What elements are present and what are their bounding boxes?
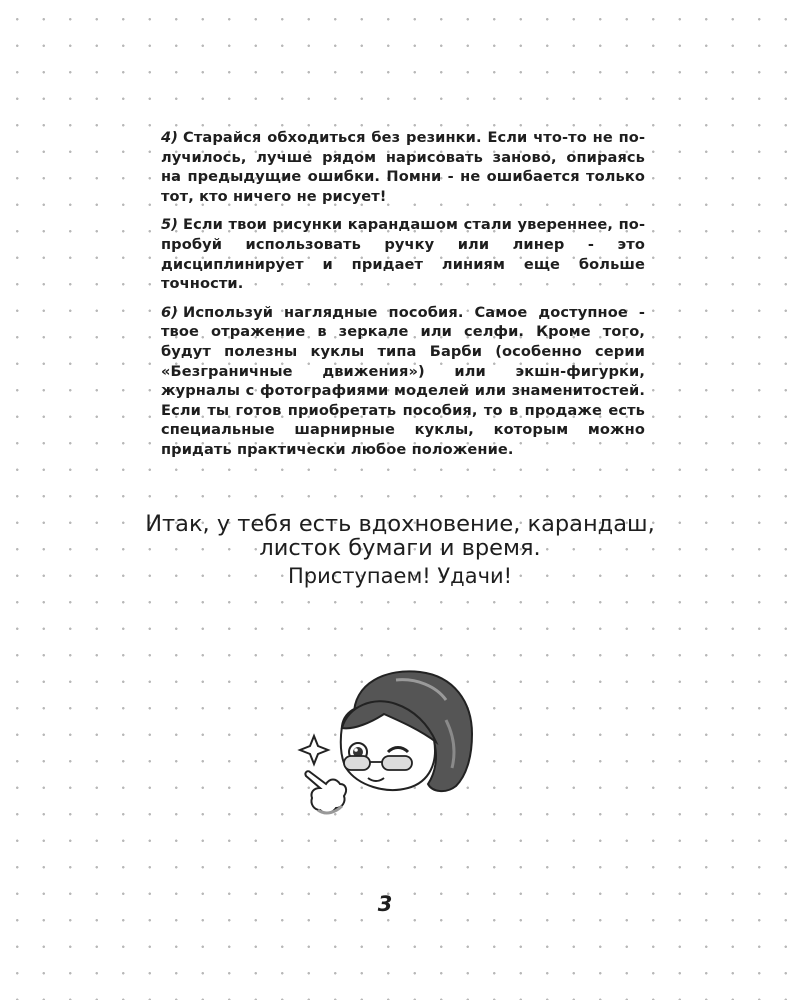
tip-5 [161,215,645,293]
page-number: 3 [377,892,393,916]
tip-number: 6) [161,303,179,321]
tip-number: 4) [161,129,179,146]
closing-cheer: Приступаем! Удачи! [287,564,513,588]
tip-6 [161,303,645,460]
eye-shine [354,748,358,752]
closing-message [100,512,700,560]
tip-number: 5) [161,216,179,234]
tips-list [161,128,645,469]
glasses-left-lens [344,756,370,770]
tip-text: Старайся обходиться без резинки. Если что-то не получилось, лучше рядом нарисовать заново, опираясь на предыдущие ошибки. Помни - не ошибается только тот, кто ничего не рисует! [161,129,645,205]
closing-line-2: листок бумаги и время. [259,535,541,561]
tip-text: Если твои рисунки карандашом стали увереннее, попробуй использовать ручку или линер - это дисциплинирует и придает линиям еще больше точности. [161,216,645,293]
closing-line-1: Итак, у тебя есть вдохновение, карандаш, [145,511,655,537]
tip-4 [161,128,645,206]
glasses-right-lens [382,756,412,770]
sparkle-icon [300,736,328,764]
mascot-illustration [296,660,496,820]
tip-text: Используй наглядные пособия. Самое доступное - твое отражение в зеркале или селфи. Кроме того, будут полезны куклы типа Барби (особенно серии «Безграничные движения») или экшн-фигурки, журналы с фотографиями моделей или знаменитостей. Если ты готов приобретать пособия, то в продаже есть специальные шарнирные куклы, которым можно придать практически любое положение. [161,303,645,458]
